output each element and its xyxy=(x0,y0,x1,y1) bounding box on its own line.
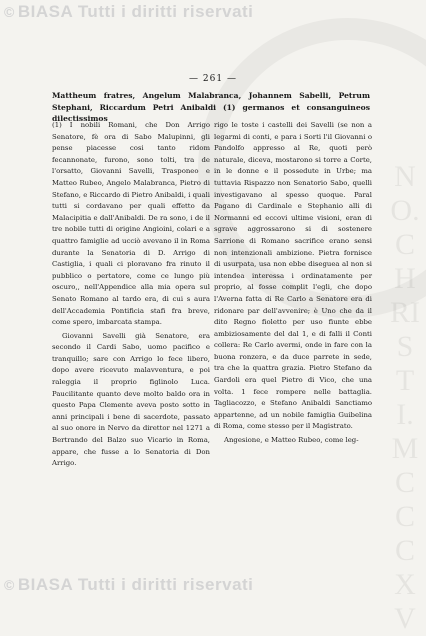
copyright-symbol: © xyxy=(4,577,15,593)
watermark-bottom xyxy=(4,575,253,595)
intro-paragraph: Mattheum fratres, Angelum Malabranca, Johannem Sabelli, Petrum Stephani, Riccardum Petri Anibaldi (1) germanos et consanguineos dilectissimos xyxy=(52,91,370,123)
watermark-top-text: BIASA Tutti i diritti riservati xyxy=(17,2,254,21)
footnote-paragraph-1: (1) I nobili Romani, che Don Arrigo Senatore, fè ora di Sabo Malupinni, gli pense piacesse cosi tanto ridom fecannonate, furono, sono tolti, tra de l'orsatto, Giovanni Savelli, Trasponeo e Matteo Rubeo, Angelo Malabranca, Pietro di Stefano, e Riccardo di Pietro Anibaldi, i quali tutti si cordavano per quali effetto da Malacipitia e dall'Anibaldi. De ra sono, i de il tre nobile tutti di origine Angioini, colari e a quattro famiglie ad ucciò avevano il in Roma durante la Senatoria di D. Arrigo di Castiglia, i quali ci ploravano fra rinuto il pubblico o pertatore, come ce lungo più oscuro,, nell'Appendice alla mia opera sul Senato Romano al tardo era, di cui s aura dell'Accademia Pontificia stafi fra breve, come spero, imbarcata stampa. xyxy=(52,121,210,327)
left-column xyxy=(52,120,210,470)
right-column xyxy=(214,120,372,447)
page-number: — 261 — xyxy=(189,74,237,84)
footnote-paragraph-2: Giovanni Savelli già Senatore, era secondo il Cardi Sabo, uomo pacifico e tranquillo; sare con Arrigo lo fece libero, dopo avere ricevuto malavventura, e poi raleggia il proprio figlinolo Luca. Paucilitante quanto deve molto baldo ora in questo Papa Clemente aveva posto sotto in anni principali i bene di sacerdote, passato al suo onore in Nervo da direttor nel 1271 a Bertrando del Balzo suo Vicario in Roma, appare, che fusse a lo Senatoria di Don Arrigo. xyxy=(52,331,210,468)
footnote-paragraph-4: Angesione, e Matteo Rubeo, come leg- xyxy=(224,436,359,445)
copyright-symbol: © xyxy=(4,4,15,20)
watermark-bottom-text: BIASA Tutti i diritti riservati xyxy=(17,575,254,594)
seal-stamp-text: NO.CHRISTI.MCCCXV xyxy=(390,160,420,635)
watermark-top xyxy=(4,2,253,22)
footnote-paragraph-3: rigo le toste i castelli dei Savelli (se non a legarmi di conti, e para i Sorti l'il Giovanni o Pandolfo appresso al Re, quoti però naturale, diceva, mostarono si torre a Corte, in le donne e il possedute in Urbe; ma tuttavia Rispazzo non Senatorio Sabo, quelli investigavano al spesso quoque. Paral Pagano di Cardinale e Stephanio alli di Normanni ed eccovi ultime visioni, eran di sgrave aggrossarono si di sostenere Sarrione di Romano sacrifice erano sensi non intenzionali ambizione. Pietra fornisce di usurpata, usa non ebbe diseguea al non si intendea interessa i ordinatamente per proprio, al fosse complit l'egli, che dopo l'Averna fatta di Re Carlo a Senatore era di ridonare par dell'avvenire; è Uno che da il dito Regno fioletto per uso fiunte ebbe ambiziosamente del dal 1, e di falli il Conti collera: Re Carlo avermi, onde in fare con la buona ronzera, e da duce parrete in sede, tra che la quattra grazia. Pietro Stefano da Gardoli era quel Pietro di Vico, che una volta. 1 fece rompere nelle battaglia. Tagliacozzo, e Stefano Anibaldi Sanctiamo appartenne, ad un nobile famiglia Guibelina di Roma, come stesso per il Magistrato. xyxy=(214,121,372,431)
